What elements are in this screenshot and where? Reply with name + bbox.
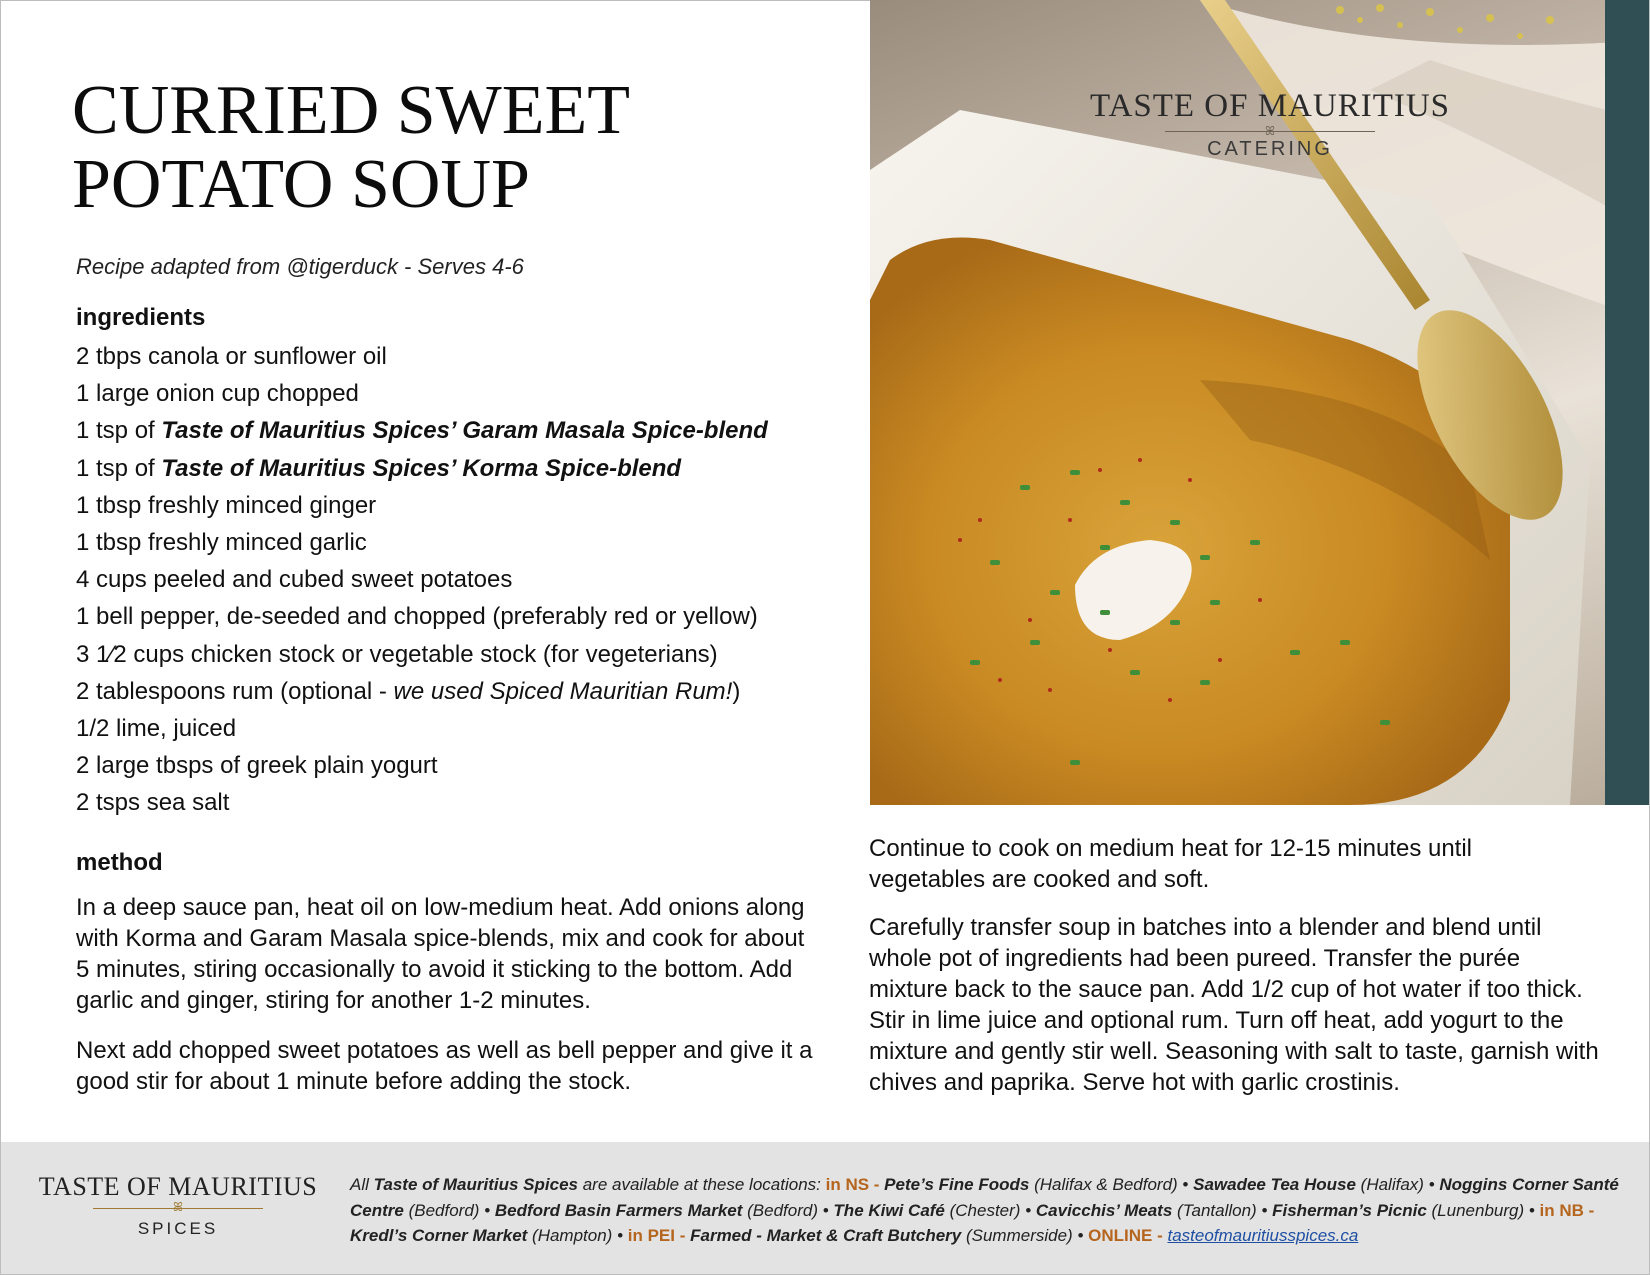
ingredient-note: we used Spiced Mauritian Rum! xyxy=(393,677,733,705)
store-location: (Bedford) xyxy=(742,1200,818,1220)
spices-logo-divider xyxy=(93,1200,263,1214)
footer-intro: are available at these locations: xyxy=(578,1175,826,1194)
method-heading: method xyxy=(76,849,163,876)
ingredient-text: 1 bell pepper, de-seeded and chopped (preferably red or yellow) xyxy=(76,603,758,631)
ingredient-text: 1 tsp of xyxy=(76,417,162,445)
ingredient-brand: Taste of Mauritius Spices’ Korma Spice-blend xyxy=(161,454,682,482)
store-name: Noggins Corner Santé Centre xyxy=(350,1175,1619,1220)
store-name: Pete’s Fine Foods xyxy=(884,1175,1030,1194)
ingredient-item xyxy=(76,747,768,784)
recipe-title xyxy=(72,74,630,222)
soup-photo xyxy=(870,0,1649,805)
catering-logo xyxy=(1090,88,1450,161)
ingredient-item xyxy=(76,710,768,747)
separator: • xyxy=(617,1226,624,1245)
ingredient-text: 1 tsp of xyxy=(76,454,162,482)
ingredient-text: 2 tsps sea salt xyxy=(76,789,230,817)
separator: • xyxy=(1261,1200,1268,1220)
separator: • xyxy=(822,1200,829,1220)
store-name: The Kiwi Café xyxy=(833,1200,945,1220)
store-location: (Chester) xyxy=(944,1200,1021,1220)
ingredient-item xyxy=(76,450,768,487)
footer-intro-brand: Taste of Mauritius Spices xyxy=(373,1175,578,1194)
store-name: Kredl’s Corner Market xyxy=(350,1226,528,1245)
ingredient-text-end: ) xyxy=(732,677,741,705)
store-location: (Summerside) xyxy=(961,1226,1073,1245)
ingredient-text: 1/2 lime, juiced xyxy=(76,714,237,742)
flourish-icon: ꕤ xyxy=(173,1200,183,1214)
store-name: Sawadee Tea House xyxy=(1193,1175,1356,1194)
store-location: (Tantallon) xyxy=(1172,1200,1257,1220)
website-link[interactable]: tasteofmauritiusspices.ca xyxy=(1167,1226,1359,1245)
ingredient-item xyxy=(76,487,768,524)
catering-logo-brand: TASTE OF MAURITIUS xyxy=(1090,88,1451,124)
separator: • xyxy=(484,1200,491,1220)
footer-intro: All xyxy=(350,1175,374,1194)
separator: • xyxy=(1182,1175,1189,1194)
footer-locations xyxy=(350,1172,1620,1249)
ingredient-item xyxy=(76,636,768,673)
region-label: in NS - xyxy=(825,1175,885,1194)
ingredient-text: 1 tbsp freshly minced garlic xyxy=(76,528,367,556)
ingredient-item xyxy=(76,561,768,598)
store-name: Fisherman’s Picnic xyxy=(1272,1200,1427,1220)
store-location: (Lunenburg) xyxy=(1426,1200,1525,1220)
separator: • xyxy=(1428,1175,1435,1194)
region-label: in NB - xyxy=(1539,1200,1595,1220)
store-location: (Halifax) xyxy=(1355,1175,1424,1194)
title-line-1: CURRIED SWEET xyxy=(72,72,631,149)
method-step-4: Carefully transfer soup in batches into a blender and blend until whole pot of ingredients had been pureed. Transfer the purée mixture back to the sauce pan. Add 1/2 cup of hot water if too thick. Stir in lime juice and optional rum. Turn off heat, add yogurt to the mixture and gently stir well. Seasoning with salt to taste, garnish with chives and paprika. Serve hot with garlic crostinis. xyxy=(869,914,1599,1096)
ingredient-text: 1 tbsp freshly minced ginger xyxy=(76,491,377,519)
ingredient-item xyxy=(76,673,768,710)
ingredient-text: 2 large tbsps of greek plain yogurt xyxy=(76,752,438,780)
region-label: in PEI - xyxy=(627,1226,691,1245)
method-step-1: In a deep sauce pan, heat oil on low-medium heat. Add onions along with Korma and Garam Masala spice-blends, mix and cook for about 5 minutes, stiring occasionally to avoid it sticking to the bottom. Add garlic and ginger, stiring for another 1-2 minutes. xyxy=(76,894,805,1014)
spices-logo xyxy=(29,1172,327,1239)
ingredient-item xyxy=(76,375,768,412)
separator: • xyxy=(1528,1200,1535,1220)
footer xyxy=(1,1142,1649,1274)
ingredient-brand: Taste of Mauritius Spices’ Garam Masala Spice-blend xyxy=(161,417,768,445)
ingredient-item xyxy=(76,524,768,561)
catering-logo-sub: CATERING xyxy=(1207,138,1333,160)
ingredient-text: 1 large onion cup chopped xyxy=(76,380,359,408)
ingredient-text: 2 tbps canola or sunflower oil xyxy=(76,343,387,370)
ingredient-text: 4 cups peeled and cubed sweet potatoes xyxy=(76,566,513,594)
spices-logo-brand: TASTE OF MAURITIUS xyxy=(38,1172,318,1201)
ingredient-text: 3 1⁄2 cups chicken stock or vegetable stock (for vegeterians) xyxy=(76,640,718,668)
ingredient-item xyxy=(76,412,768,449)
catering-logo-divider xyxy=(1165,124,1375,138)
store-location: (Halifax & Bedford) xyxy=(1029,1175,1178,1194)
method-step-2: Next add chopped sweet potatoes as well as bell pepper and give it a good stir for about 1 minute before adding the stock. xyxy=(76,1037,813,1095)
ingredient-item xyxy=(76,598,768,635)
ingredient-text: 2 tablespoons rum (optional - xyxy=(76,677,394,705)
recipe-subtitle: Recipe adapted from @tigerduck - Serves 4-6 xyxy=(76,254,524,279)
spices-logo-sub: SPICES xyxy=(137,1219,219,1238)
ingredients-list xyxy=(76,338,768,821)
title-line-2: POTATO SOUP xyxy=(72,146,530,223)
separator: • xyxy=(1025,1200,1032,1220)
ingredient-item xyxy=(76,338,768,375)
separator: • xyxy=(1077,1226,1084,1245)
method-step-3: Continue to cook on medium heat for 12-15 minutes until vegetables are cooked and soft. xyxy=(869,835,1473,893)
ingredients-heading: ingredients xyxy=(76,304,206,331)
store-name: Cavicchis’ Meats xyxy=(1035,1200,1173,1220)
store-name: Farmed - Market & Craft Butchery xyxy=(690,1226,962,1245)
store-location: (Bedford) xyxy=(403,1200,480,1220)
ingredient-item xyxy=(76,784,768,821)
online-label: ONLINE - xyxy=(1088,1226,1168,1245)
store-location: (Hampton) xyxy=(527,1226,613,1245)
flourish-icon: ꕤ xyxy=(1265,124,1275,138)
store-name: Bedford Basin Farmers Market xyxy=(494,1200,743,1220)
